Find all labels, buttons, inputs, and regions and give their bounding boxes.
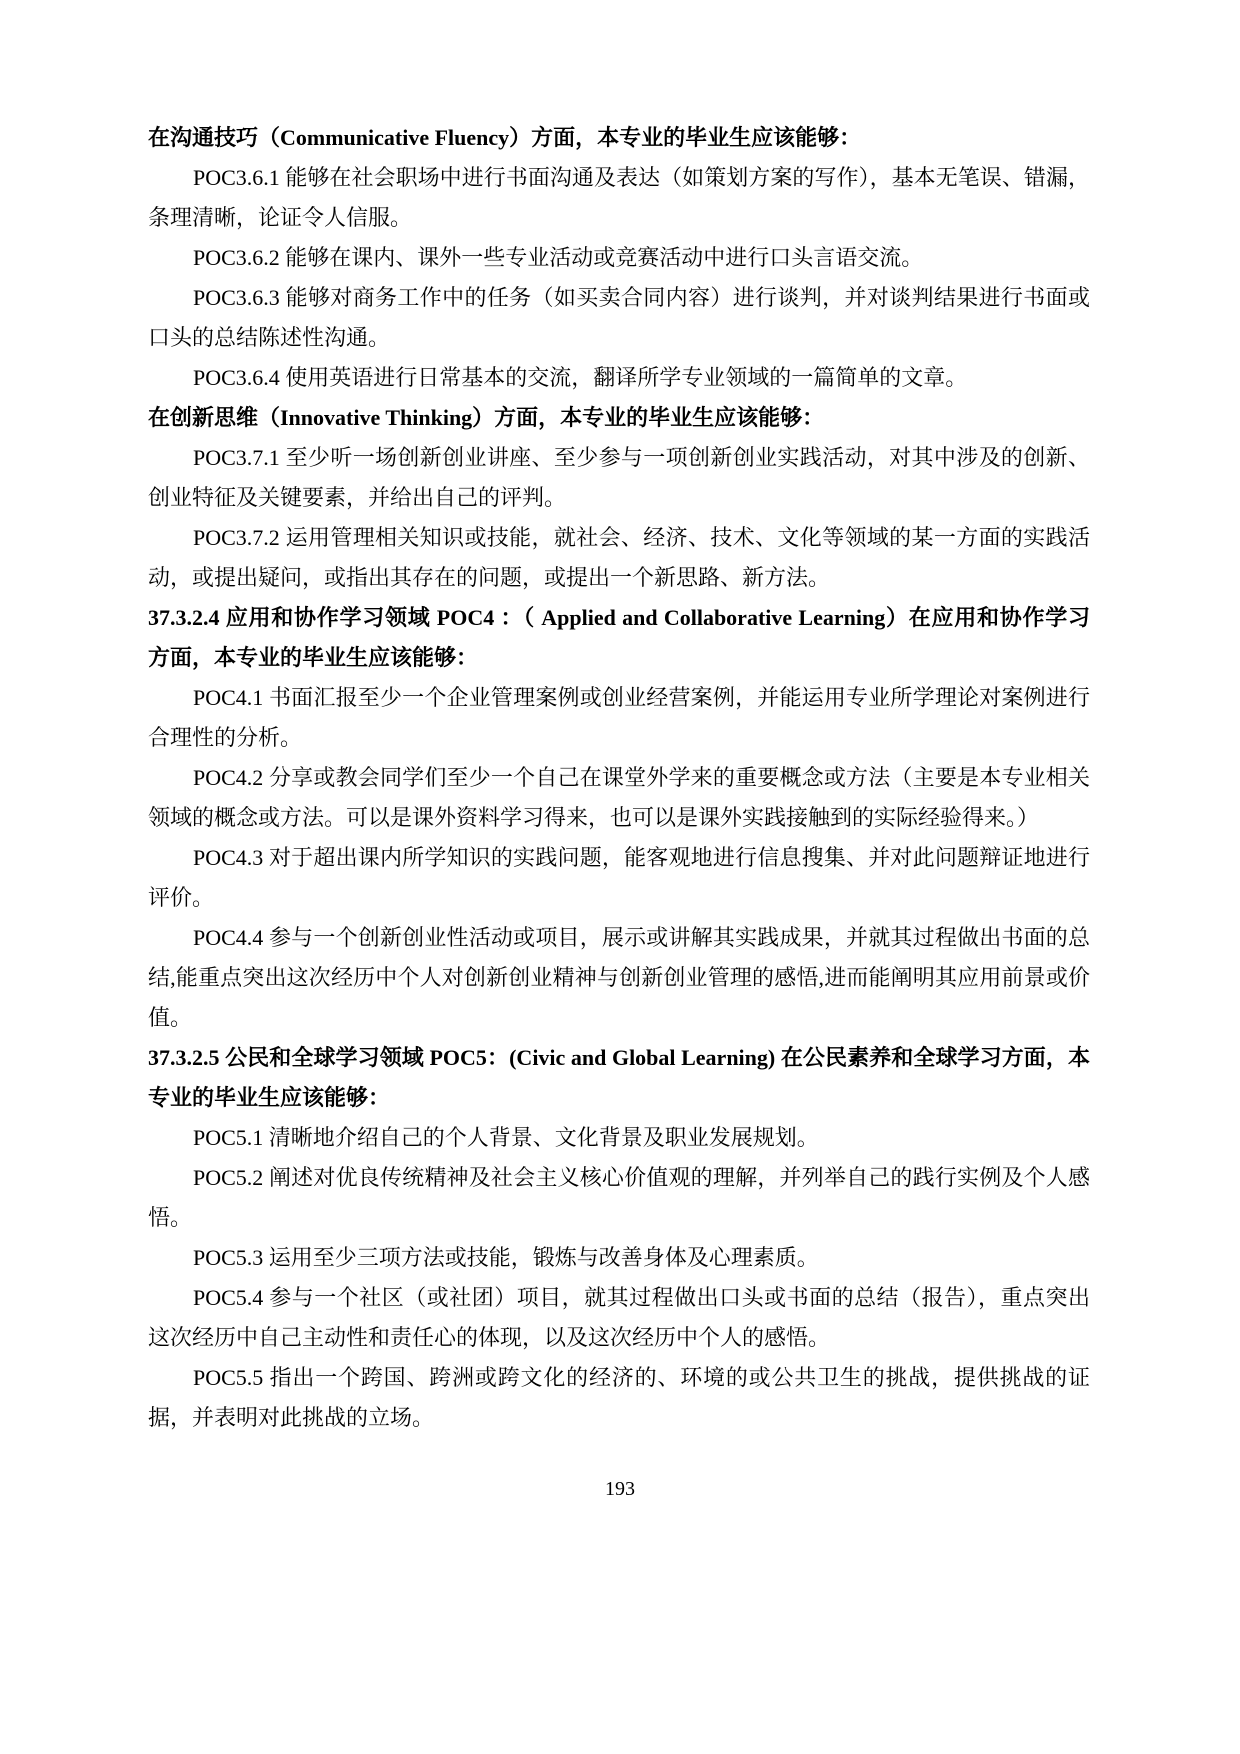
heading-communicative-fluency: 在沟通技巧（Communicative Fluency）方面，本专业的毕业生应该能够： (148, 125, 862, 150)
page-number: 193 (605, 1478, 635, 1500)
paragraph-poc4-3: POC4.3 对于超出课内所学知识的实践问题，能客观地进行信息搜集、并对此问题辩证地进行评价。 (148, 845, 1090, 910)
paragraph-poc3-6-4: POC3.6.4 使用英语进行日常基本的交流，翻译所学专业领域的一篇简单的文章。 (193, 365, 968, 390)
document-content (148, 118, 1090, 1438)
paragraph-poc5-3: POC5.3 运用至少三项方法或技能，锻炼与改善身体及心理素质。 (193, 1245, 819, 1270)
heading-innovative-thinking: 在创新思维（Innovative Thinking）方面，本专业的毕业生应该能够： (148, 405, 825, 430)
paragraph-poc5-2: POC5.2 阐述对优良传统精神及社会主义核心价值观的理解，并列举自己的践行实例及个人感悟。 (148, 1165, 1090, 1230)
paragraph-poc4-4: POC4.4 参与一个创新创业性活动或项目，展示或讲解其实践成果，并就其过程做出书面的总结,能重点突出这次经历中个人对创新创业精神与创新创业管理的感悟,进而能阐明其应用前景或价值。 (148, 925, 1090, 1030)
paragraph-poc3-6-2: POC3.6.2 能够在课内、课外一些专业活动或竞赛活动中进行口头言语交流。 (193, 245, 924, 270)
paragraph-poc3-7-1: POC3.7.1 至少听一场创新创业讲座、至少参与一项创新创业实践活动，对其中涉及的创新、创业特征及关键要素，并给出自己的评判。 (148, 445, 1090, 510)
paragraph-poc5-5: POC5.5 指出一个跨国、跨洲或跨文化的经济的、环境的或公共卫生的挑战，提供挑战的证据，并表明对此挑战的立场。 (148, 1365, 1090, 1430)
paragraph-poc3-6-1: POC3.6.1 能够在社会职场中进行书面沟通及表达（如策划方案的写作），基本无笔误、错漏，条理清晰，论证令人信服。 (148, 165, 1090, 230)
paragraph-poc5-4: POC5.4 参与一个社区（或社团）项目，就其过程做出口头或书面的总结（报告），重点突出这次经历中自己主动性和责任心的体现，以及这次经历中个人的感悟。 (148, 1285, 1090, 1350)
paragraph-poc3-6-3: POC3.6.3 能够对商务工作中的任务（如买卖合同内容）进行谈判，并对谈判结果进行书面或口头的总结陈述性沟通。 (148, 285, 1090, 350)
heading-applied-collaborative-learning: 37.3.2.4 应用和协作学习领域 POC4 ：（ Applied and Collaborative Learning）在应用和协作学习方面，本专业的毕业生应该能够： (148, 605, 1090, 670)
paragraph-poc3-7-2: POC3.7.2 运用管理相关知识或技能，就社会、经济、技术、文化等领域的某一方面的实践活动，或提出疑问，或指出其存在的问题，或提出一个新思路、新方法。 (148, 525, 1090, 590)
paragraph-poc4-1: POC4.1 书面汇报至少一个企业管理案例或创业经营案例，并能运用专业所学理论对案例进行合理性的分析。 (148, 685, 1090, 750)
paragraph-poc4-2: POC4.2 分享或教会同学们至少一个自己在课堂外学来的重要概念或方法（主要是本专业相关领域的概念或方法。可以是课外资料学习得来，也可以是课外实践接触到的实际经验得来。） (148, 765, 1090, 830)
heading-civic-global-learning: 37.3.2.5 公民和全球学习领域 POC5：(Civic and Global Learning) 在公民素养和全球学习方面，本专业的毕业生应该能够： (148, 1045, 1090, 1110)
paragraph-poc5-1: POC5.1 清晰地介绍自己的个人背景、文化背景及职业发展规划。 (193, 1125, 819, 1150)
